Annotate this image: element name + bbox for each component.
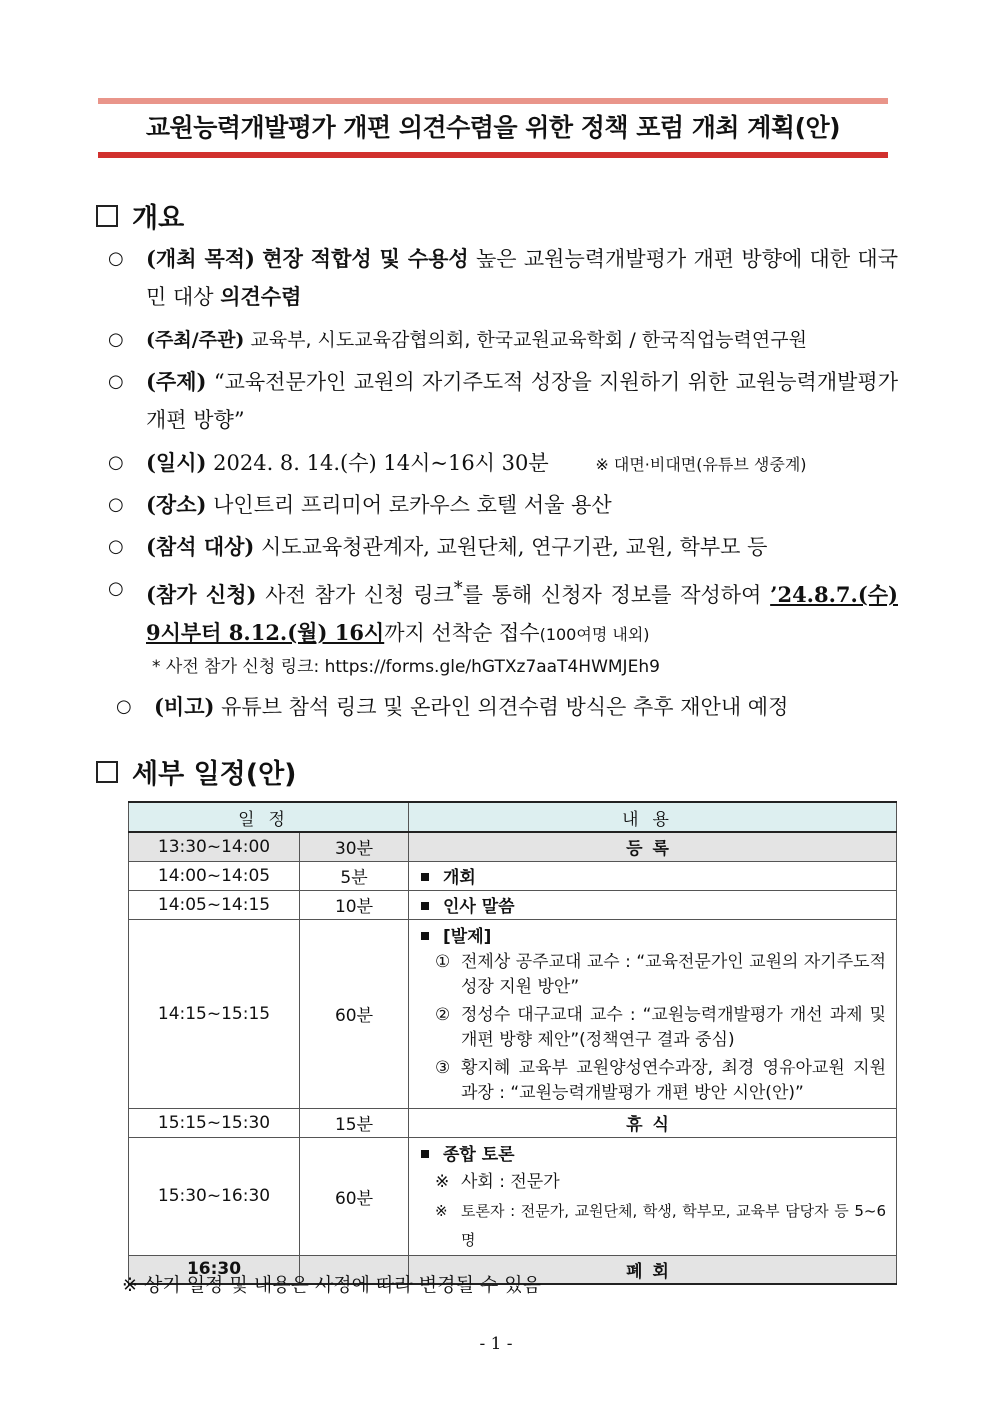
overview-item-remarks	[116, 688, 906, 726]
table-row	[129, 1108, 897, 1137]
row-duration: 60분	[300, 919, 409, 1108]
row-time: 15:15~15:30	[129, 1108, 300, 1137]
circle-bullet-icon: ○	[108, 371, 124, 392]
item-text: 사전 참가 신청 링크	[265, 583, 454, 607]
row-content: 폐회	[409, 1255, 897, 1284]
registration-deadline: ’24.8.7.(수) 9시부터 8.12.(월) 16시	[146, 582, 898, 645]
row-content	[409, 1137, 897, 1255]
circle-bullet-icon: ○	[108, 452, 124, 473]
row-time: 14:00~14:05	[129, 861, 300, 890]
row-time: 15:30~16:30	[129, 1137, 300, 1255]
checkbox-square-icon	[96, 761, 118, 783]
presentation-item	[435, 1003, 886, 1053]
row-duration: 5분	[300, 861, 409, 890]
table-row	[129, 919, 897, 1108]
row-content-text: 종합 토론	[443, 1144, 515, 1165]
row-duration: 60분	[300, 1137, 409, 1255]
overview-item-purpose	[108, 240, 898, 316]
square-bullet-icon	[421, 1150, 429, 1158]
item-text: 정성수 대구교대 교수 : “교원능력개발평가 개선 과제 및 개편 방향 제안”(정책연구 결과 중심)	[461, 1004, 886, 1050]
discussion-item	[435, 1197, 886, 1255]
item-text-bold2: 의견수렴	[220, 284, 302, 309]
circle-bullet-icon: ○	[108, 494, 124, 515]
row-content	[409, 890, 897, 919]
header-time: 일정	[129, 802, 409, 832]
section-heading-text: 개요	[132, 203, 185, 234]
checkbox-square-icon	[96, 205, 118, 227]
row-content-text: [발제]	[443, 926, 492, 947]
item-text: 시도교육청관계자, 교원단체, 연구기관, 교원, 학부모 등	[261, 535, 768, 559]
overview-item-venue	[108, 486, 898, 524]
section-heading-overview	[96, 196, 184, 235]
table-row	[129, 832, 897, 861]
row-content	[409, 919, 897, 1108]
item-text: 나인트리 프리미어 로카우스 호텔 서울 용산	[213, 493, 612, 517]
item-note: ※ 대면·비대면(유튜브 생중계)	[595, 455, 807, 474]
circle-bullet-icon: ○	[108, 329, 124, 350]
item-text: 유튜브 참석 링크 및 온라인 의견수렴 방식은 추후 재안내 예정	[221, 695, 789, 719]
item-text: 높은 교원능력개발평가 개편 방향에 대한 대국민 대상	[146, 247, 898, 309]
section-heading-text: 세부 일정(안)	[132, 759, 297, 790]
row-content-text: 인사 말씀	[443, 897, 515, 917]
presentation-item	[435, 950, 886, 1000]
table-row	[129, 1137, 897, 1255]
square-bullet-icon	[421, 873, 429, 881]
item-text: 교육부, 시도교육감협의회, 한국교원교육학회 / 한국직업능력연구원	[250, 329, 807, 351]
item-text: 황지혜 교육부 교원양성연수과장, 최경 영유아교원 지원과장 : “교원능력개발평가 개편 방안 시안(안)”	[461, 1057, 886, 1103]
item-text: “교육전문가인 교원의 자기주도적 성장을 지원하기 위한 교원능력개발평가 개편 방향”	[146, 370, 898, 432]
item-text2: 를 통해 신청자 정보를 작성하여	[462, 583, 762, 607]
title-bar-bottom	[98, 152, 888, 158]
item-sup: *	[453, 579, 463, 599]
table-row	[129, 890, 897, 919]
row-time: 14:05~14:15	[129, 890, 300, 919]
header-content: 내용	[409, 802, 897, 832]
table-row	[129, 861, 897, 890]
row-content	[409, 861, 897, 890]
row-duration: 10분	[300, 890, 409, 919]
item-label: (참석 대상)	[146, 534, 255, 559]
item-note: (100여명 내외)	[539, 625, 650, 644]
item-label: (일시)	[146, 450, 207, 475]
square-bullet-icon	[421, 902, 429, 910]
item-label: (주최/주관)	[146, 329, 245, 351]
row-time: 16:30	[129, 1255, 300, 1284]
discussion-item	[435, 1168, 886, 1197]
item-text: 사회 : 전문가	[461, 1171, 560, 1192]
item-text: 토론자 : 전문가, 교원단체, 학생, 학부모, 교육부 담당자 등 5~6명	[461, 1201, 886, 1249]
item-label: (참가 신청)	[146, 582, 257, 607]
item-number: ①	[435, 951, 451, 972]
item-text: 2024. 8. 14.(수) 14시~16시 30분	[213, 451, 549, 475]
presentation-item	[435, 1056, 886, 1106]
schedule-notice: ※ 상기 일정 및 내용은 사정에 따라 변경될 수 있음	[122, 1274, 542, 1296]
note-mark: ※	[435, 1201, 448, 1220]
item-label: (주제)	[146, 369, 207, 394]
square-bullet-icon	[421, 932, 429, 940]
note-mark: ※	[435, 1171, 450, 1192]
item-number: ②	[435, 1004, 451, 1025]
row-content: 휴식	[409, 1108, 897, 1137]
page-number: - 1 -	[479, 1334, 513, 1354]
registration-link-footnote: * 사전 참가 신청 링크: https://forms.gle/hGTXz7aaT4HWMJEh9	[152, 657, 660, 677]
overview-item-attendees	[108, 528, 898, 566]
circle-bullet-icon: ○	[108, 536, 124, 557]
overview-item-registration	[108, 570, 898, 654]
item-text-bold: 현장 적합성 및 수용성	[262, 246, 469, 271]
overview-item-host	[108, 321, 898, 359]
overview-item-datetime	[108, 444, 898, 484]
page-title: 교원능력개발평가 개편 의견수렴을 위한 정책 포럼 개최 계획(안)	[145, 113, 841, 142]
item-text3: 까지 선착순 접수	[384, 621, 540, 645]
item-number: ③	[435, 1057, 451, 1078]
row-time: 13:30~14:00	[129, 832, 300, 861]
section-heading-schedule	[96, 752, 297, 791]
item-label: (장소)	[146, 492, 207, 517]
circle-bullet-icon: ○	[116, 696, 132, 717]
overview-item-topic	[108, 363, 898, 439]
row-time: 14:15~15:15	[129, 919, 300, 1108]
row-duration: 30분	[300, 832, 409, 861]
circle-bullet-icon: ○	[108, 248, 124, 269]
circle-bullet-icon: ○	[108, 578, 124, 599]
row-content: 등록	[409, 832, 897, 861]
row-content-text: 개회	[443, 868, 476, 888]
item-label: (개최 목적)	[146, 246, 255, 271]
schedule-table	[128, 801, 897, 1285]
item-text: 전제상 공주교대 교수 : “교육전문가인 교원의 자기주도적 성장 지원 방안”	[461, 951, 886, 997]
title-box	[98, 98, 888, 158]
item-label: (비고)	[154, 694, 215, 719]
row-duration: 15분	[300, 1108, 409, 1137]
